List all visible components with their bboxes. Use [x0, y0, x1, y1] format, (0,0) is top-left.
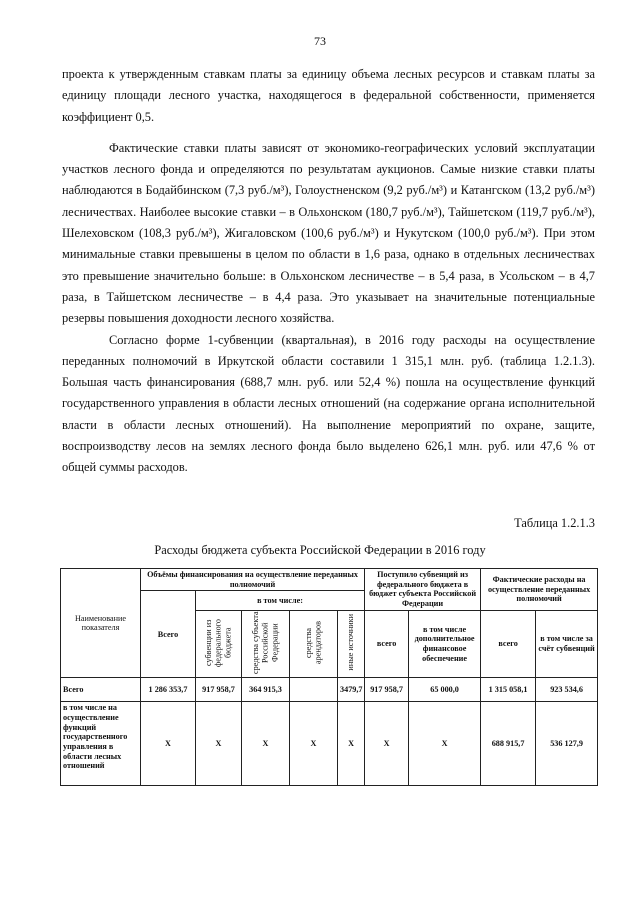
cell-act-total: 1 315 058,1: [481, 678, 536, 702]
header-volumes: Объёмы финансирования на осуществление переданных полномочий: [141, 569, 365, 591]
cell-sub-fed: 917 958,7: [196, 678, 242, 702]
cell-recv-total: Х: [365, 702, 409, 786]
cell-other: 3479,7: [338, 678, 365, 702]
paragraph-1: проекта к утвержденным ставкам платы за единицу объема лесных ресурсов и ставкам платы за единицу площади лесного участка, находящегося в федеральной собственности, применяется коэффициент 0,5.: [62, 67, 595, 124]
header-sub-fed: субвенции из федерального бюджета: [196, 610, 242, 678]
table-row: [61, 702, 598, 786]
cell-subject: 364 915,3: [242, 678, 290, 702]
header-row-1: [61, 569, 598, 591]
header-recv-additional: в том числе дополнительное финансовое обеспечение: [409, 610, 481, 678]
cell-total: 1 286 353,7: [141, 678, 196, 702]
cell-subject: Х: [242, 702, 290, 786]
header-subject-funds: средства субъекта Российской Федерации: [242, 610, 290, 678]
paragraph-3: Согласно форме 1-субвенции (квартальная), в 2016 году расходы на осуществление переданных полномочий в Иркутской области составили 1 315,1 млн. руб. (таблица 1.2.1.3). Большая часть финансирования (688,7 млн. руб. или 52,4 %) пошла на осуществление функций государственного управления в области лесных отношений (на содержание органа исполнительной власти в области лесных отношений). На выполнение мероприятий по охране, защите, воспроизводству лесов на землях лесного фонда было выделено 626,1 млн. руб. или 47,6 % от общей суммы расходов.: [62, 332, 595, 475]
header-other: иные источники: [338, 610, 365, 678]
cell-tenant: Х: [290, 702, 338, 786]
cell-other: Х: [338, 702, 365, 786]
header-including: в том числе:: [196, 591, 365, 610]
cell-recv-total: 917 958,7: [365, 678, 409, 702]
header-tenant-funds: средства арендаторов: [290, 610, 338, 678]
header-act-subv: в том числе за счёт субвенций: [536, 610, 598, 678]
header-act-total: всего: [481, 610, 536, 678]
cell-act-total: 688 915,7: [481, 702, 536, 786]
cell-act-subv: 923 534,6: [536, 678, 598, 702]
table-row: [61, 678, 598, 702]
header-actual: Фактические расходы на осуществление переданных полномочий: [481, 569, 598, 611]
cell-total: Х: [141, 702, 196, 786]
header-recv-total: всего: [365, 610, 409, 678]
row-label: Всего: [61, 678, 141, 702]
cell-recv-add: Х: [409, 702, 481, 786]
body-text: [62, 64, 595, 479]
header-total: Всего: [141, 591, 196, 678]
cell-recv-add: 65 000,0: [409, 678, 481, 702]
row-label: в том числе на осуществление функций государственного управления в области лесных отношений: [61, 702, 141, 786]
header-received: Поступило субвенций из федерального бюджета в бюджет субъекта Российской Федерации: [365, 569, 481, 611]
table-number: Таблица 1.2.1.3: [514, 516, 595, 530]
page-number: 73: [314, 34, 326, 48]
expenses-table: [60, 568, 598, 786]
paragraph-2: Фактические ставки платы зависят от экономико-географических условий эксплуатации участков лесного фонда и определяются по результатам аукционов. Самые низкие ставки платы наблюдаются в Бодайбинском (7,3 руб./м³), Голоустненском (9,2 руб./м³) и Катангском (13,2 руб./м³) лесничествах. Наиболее высокие ставки – в Ольхонском (180,7 руб./м³), Тайшетском (119,7 руб./м³), Шелеховском (108,3 руб./м³), Жигаловском (100,6 руб./м³) и Нукутском (100,0 руб./м³). При этом минимальные ставки превышены в целом по области в 1,6 раза, однако в отдельных лесничествах это превышение значительно больше: в Ольхонском лесничестве – в 5,4 раза, в Усольском – в 4,7 раза, в Тайшетском лесничестве – в 4,4 раза. Это указывает на значительные потенциальные резервы повышения доходности лесного хозяйства.: [62, 140, 595, 326]
cell-tenant: [290, 678, 338, 702]
cell-sub-fed: Х: [196, 702, 242, 786]
header-indicator: Наименование показателя: [61, 569, 141, 678]
cell-act-subv: 536 127,9: [536, 702, 598, 786]
table-caption: Расходы бюджета субъекта Российской Федерации в 2016 году: [154, 543, 486, 557]
